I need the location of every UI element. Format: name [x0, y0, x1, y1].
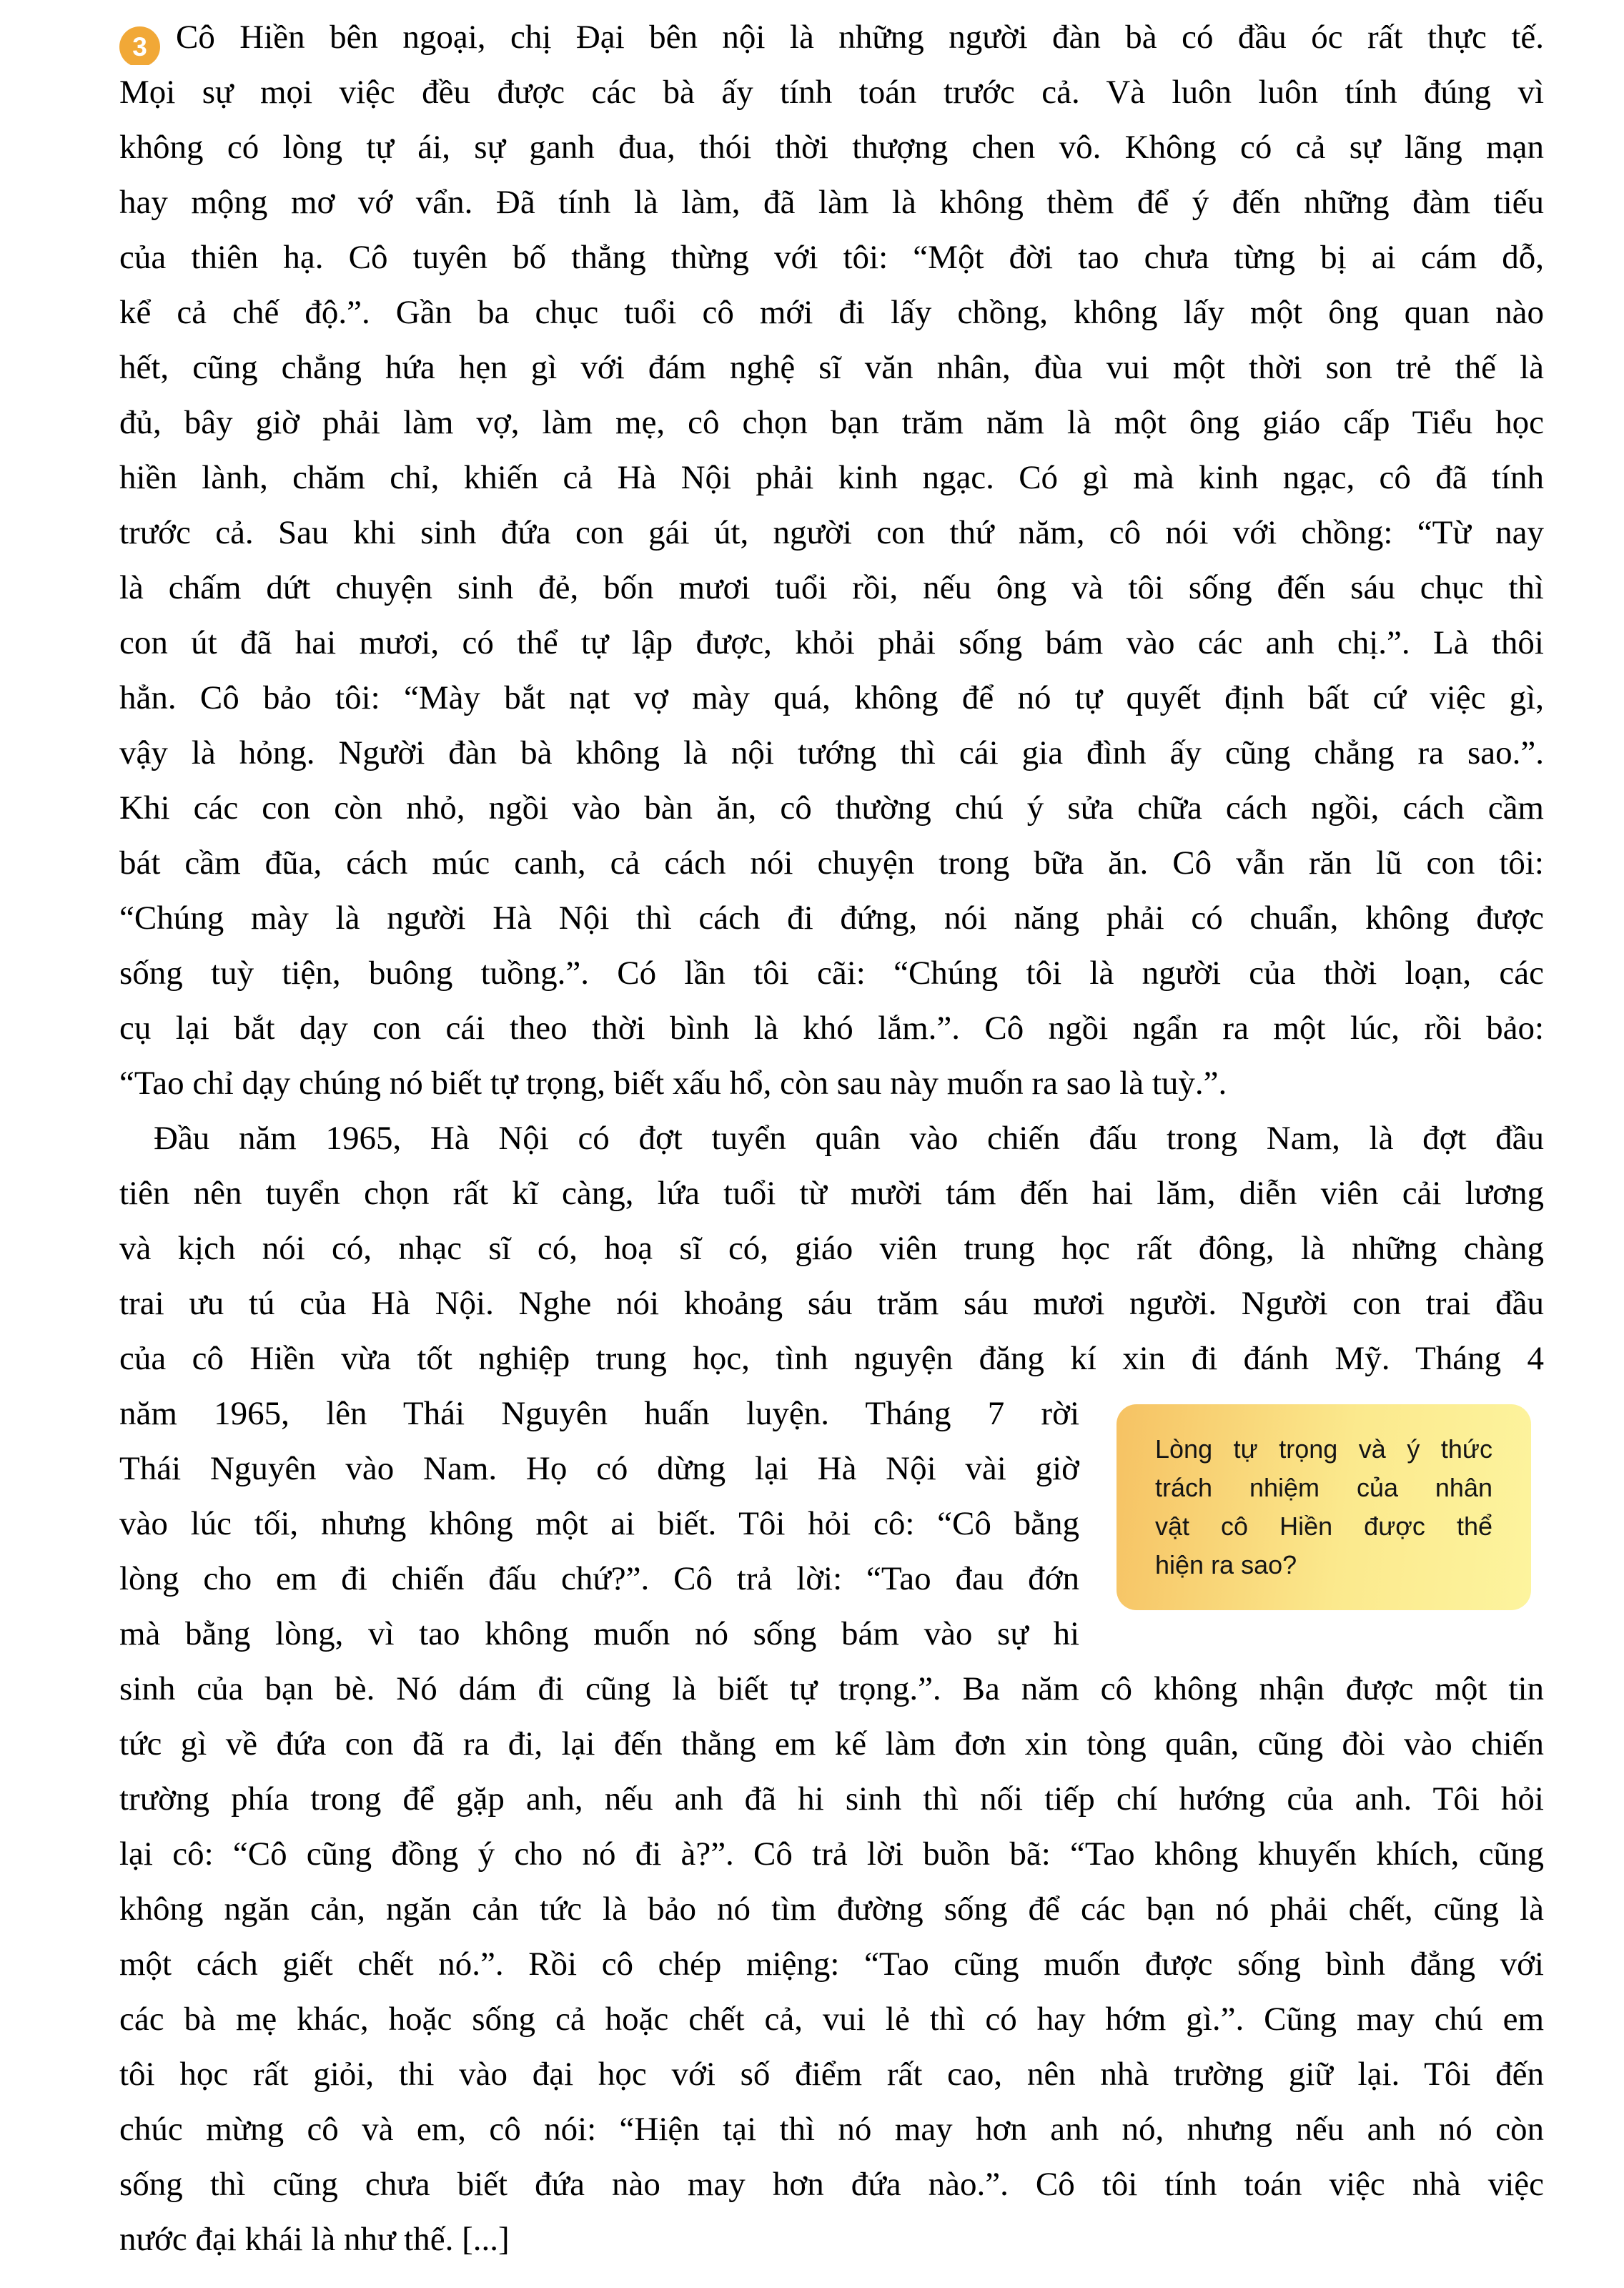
- question-callout: [1116, 1404, 1531, 1610]
- text-line: vậy là hỏng. Người đàn bà không là nội tướng thì cái gia đình ấy cũng chẳng ra sao.”.: [119, 734, 1544, 771]
- text-line: sinh của bạn bè. Nó dám đi cũng là biết tự trọng.”. Ba năm cô không nhận được một tin: [119, 1670, 1544, 1707]
- text-line: chúc mừng cô và em, cô nói: “Hiện tại thì nó may hơn anh nó, nhưng nếu anh nó còn: [119, 2111, 1544, 2148]
- text-line: vật cô Hiền được thể: [1155, 1512, 1492, 1541]
- text-line: lại cô: “Cô cũng đồng ý cho nó đi à?”. Cô trả lời buồn bã: “Tao không khuyến khích, cũng: [119, 1835, 1544, 1873]
- text-line: vào lúc tối, nhưng không một ai biết. Tôi hỏi cô: “Cô bằng: [119, 1505, 1079, 1542]
- text-line: trai ưu tú của Hà Nội. Nghe nói khoảng sáu trăm sáu mươi người. Người con trai đầu: [119, 1285, 1544, 1322]
- text-line: hiện ra sao?: [1155, 1550, 1297, 1579]
- paragraph-number-badge: 3: [119, 26, 160, 65]
- text-line: và kịch nói có, nhạc sĩ có, hoạ sĩ có, giáo viên trung học rất đông, là những chàng: [119, 1230, 1544, 1267]
- text-line: đủ, bây giờ phải làm vợ, làm mẹ, cô chọn bạn trăm năm là một ông giáo cấp Tiểu học: [119, 404, 1544, 441]
- text-line: hay mộng mơ vớ vẩn. Đã tính là làm, đã làm là không thèm để ý đến những đàm tiếu: [119, 184, 1544, 221]
- text-line: các bà mẹ khác, hoặc sống cả hoặc chết cả, vui lẻ thì có hay hớm gì.”. Cũng may chú em: [119, 2001, 1544, 2038]
- text-line: lòng cho em đi chiến đấu chứ?”. Cô trả lời: “Tao đau đớn: [119, 1560, 1079, 1597]
- text-line: trách nhiệm của nhân: [1155, 1473, 1492, 1502]
- text-line: của thiên hạ. Cô tuyên bố thẳng thừng với tôi: “Một đời tao chưa từng bị ai cám dỗ,: [119, 239, 1544, 276]
- text-line: “Tao chỉ dạy chúng nó biết tự trọng, biết xấu hổ, còn sau này muốn ra sao là tuỳ.”.: [119, 1065, 1227, 1102]
- text-line: tiên nên tuyển chọn rất kĩ càng, lứa tuổi từ mười tám đến hai lăm, diễn viên cải lương: [119, 1175, 1544, 1212]
- text-line: bát cầm đũa, cách múc canh, cả cách nói chuyện trong bữa ăn. Cô vẫn răn lũ con tôi:: [119, 844, 1544, 882]
- text-line: kể cả chế độ.”. Gần ba chục tuổi cô mới đi lấy chồng, không lấy một ông quan nào: [119, 294, 1544, 331]
- paragraph-1: [119, 10, 1544, 1111]
- text-line: hết, cũng chẳng hứa hẹn gì với đám nghệ sĩ văn nhân, đùa vui một thời son trẻ thế là: [119, 349, 1544, 386]
- text-line: không ngăn cản, ngăn cản tức là bảo nó tìm đường sống để các bạn nó phải chết, cũng là: [119, 1890, 1544, 1928]
- text-line: sống thì cũng chưa biết đứa nào may hơn đứa nào.”. Cô tôi tính toán việc nhà việc: [119, 2166, 1544, 2203]
- paragraph-2-end: [119, 1662, 1544, 2267]
- text-line: Mọi sự mọi việc đều được các bà ấy tính toán trước cả. Và luôn luôn tính đúng vì: [119, 74, 1544, 111]
- text-line: của cô Hiền vừa tốt nghiệp trung học, tình nguyện đăng kí xin đi đánh Mỹ. Tháng 4: [119, 1340, 1544, 1377]
- text-line: Thái Nguyên vào Nam. Họ có dừng lại Hà Nội vài giờ: [119, 1450, 1079, 1487]
- text-line: năm 1965, lên Thái Nguyên huấn luyện. Tháng 7 rời: [119, 1395, 1079, 1432]
- text-line: không có lòng tự ái, sự ganh đua, thói thời thượng chen vô. Không có cả sự lãng mạn: [119, 129, 1544, 166]
- text-line: 3 Cô Hiền bên ngoại, chị Đại bên nội là những người đàn bà có đầu óc rất thực tế.: [119, 10, 1544, 65]
- text-line: Lòng tự trọng và ý thức: [1155, 1434, 1492, 1464]
- text-line: sống tuỳ tiện, buông tuồng.”. Có lần tôi cãi: “Chúng tôi là người của thời loạn, các: [119, 955, 1544, 992]
- paragraph-2-start: [119, 1111, 1544, 1386]
- text-line: Khi các con còn nhỏ, ngồi vào bàn ăn, cô thường chú ý sửa chữa cách ngồi, cách cầm: [119, 789, 1544, 827]
- text-line: Đầu năm 1965, Hà Nội có đợt tuyển quân vào chiến đấu trong Nam, là đợt đầu: [154, 1120, 1544, 1157]
- text-line: hiền lành, chăm chỉ, khiến cả Hà Nội phải kinh ngạc. Có gì mà kinh ngạc, cô đã tính: [119, 459, 1544, 496]
- text-line: là chấm dứt chuyện sinh đẻ, bốn mươi tuổi rồi, nếu ông và tôi sống đến sáu chục thì: [119, 569, 1544, 606]
- text-line: trường phía trong để gặp anh, nếu anh đã hi sinh thì nối tiếp chí hướng của anh. Tôi hỏi: [119, 1780, 1544, 1818]
- text-line: hẳn. Cô bảo tôi: “Mày bắt nạt vợ mày quá, không để nó tự quyết định bất cứ việc gì,: [119, 679, 1544, 716]
- paragraph-2-beside-callout: [119, 1386, 1079, 1662]
- text-line: nước đại khái là như thế. [...]: [119, 2221, 510, 2258]
- text-line: một cách giết chết nó.”. Rồi cô chép miệng: “Tao cũng muốn được sống bình đẳng với: [119, 1946, 1544, 1983]
- text-line: trước cả. Sau khi sinh đứa con gái út, người con thứ năm, cô nói với chồng: “Từ nay: [119, 514, 1544, 551]
- text-line: mà bằng lòng, vì tao không muốn nó sống bám vào sự hi: [119, 1615, 1079, 1652]
- text-line: tôi học rất giỏi, thi vào đại học với số điểm rất cao, nên nhà trường giữ lại. Tôi đến: [119, 2056, 1544, 2093]
- text-line: tức gì về đứa con đã ra đi, lại đến thằng em kế làm đơn xin tòng quân, cũng đòi vào chiến: [119, 1725, 1544, 1762]
- text-line: cụ lại bắt dạy con cái theo thời bình là khó lắm.”. Cô ngồi ngẩn ra một lúc, rồi bảo:: [119, 1010, 1544, 1047]
- text-line: con út đã hai mươi, có thể tự lập được, khỏi phải sống bám vào các anh chị.”. Là thôi: [119, 624, 1544, 661]
- text-line: “Chúng mày là người Hà Nội thì cách đi đứng, nói năng phải có chuẩn, không được: [119, 899, 1544, 937]
